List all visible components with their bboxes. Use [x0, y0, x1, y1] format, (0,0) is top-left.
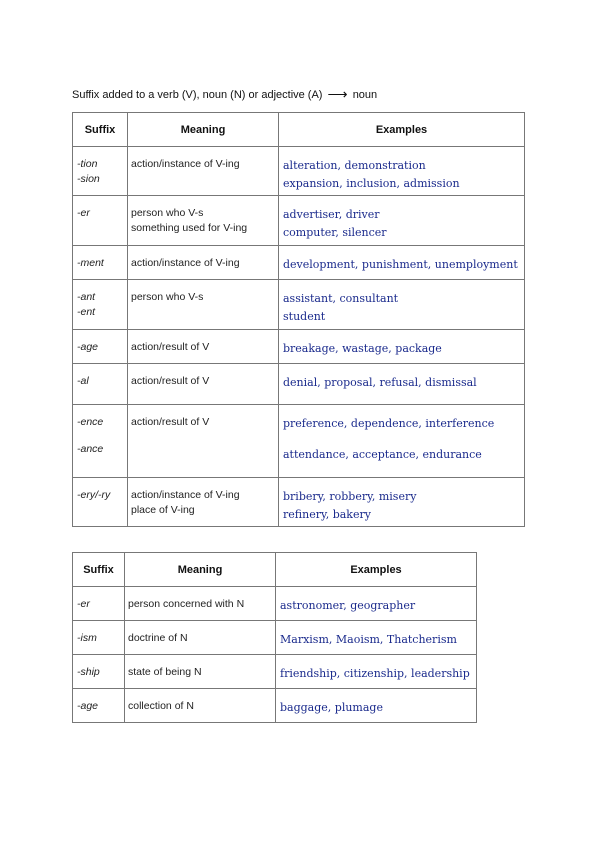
table-row	[73, 689, 477, 723]
examples-text: expansion, inclusion, admission	[283, 177, 460, 190]
meaning-cell	[128, 478, 279, 527]
meaning-text: action/instance of V-ing	[131, 257, 240, 269]
meaning-text: something used for V-ing	[131, 222, 248, 234]
suffix-text: -ent	[77, 306, 96, 318]
examples-cell	[276, 587, 477, 621]
table-row	[73, 655, 477, 689]
suffix-cell	[73, 689, 125, 723]
meaning-text: action/instance of V-ing	[131, 489, 240, 501]
examples-text: assistant, consultant	[283, 292, 399, 305]
verb-suffix-table	[72, 112, 525, 527]
meaning-cell	[128, 147, 279, 196]
suffix-text: -er	[77, 207, 90, 219]
document-heading	[72, 85, 377, 102]
examples-cell	[279, 246, 525, 280]
examples-text: student	[283, 310, 326, 323]
right-arrow-icon: ⟶	[327, 86, 348, 102]
suffix-text: -ence	[77, 416, 104, 428]
suffix-text: -sion	[77, 173, 100, 185]
table-row	[73, 330, 525, 364]
meaning-text: person who V-s	[131, 291, 204, 303]
noun-suffix-table	[72, 552, 477, 723]
suffix-text: -ship	[77, 666, 100, 678]
meaning-text: person concerned with N	[128, 598, 245, 610]
meaning-text: collection of N	[128, 700, 194, 712]
suffix-cell	[73, 196, 128, 246]
meaning-cell	[128, 364, 279, 405]
examples-cell	[279, 478, 525, 527]
meaning-text: doctrine of N	[128, 632, 188, 644]
examples-text: attendance, acceptance, endurance	[283, 448, 482, 461]
meaning-text: action/result of V	[131, 341, 210, 353]
header-suffix: Suffix	[73, 553, 125, 587]
suffix-text: -age	[77, 700, 99, 712]
suffix-cell	[73, 330, 128, 364]
suffix-cell	[73, 246, 128, 280]
table-row	[73, 364, 525, 405]
header-meaning: Meaning	[125, 553, 276, 587]
heading-tail: noun	[352, 89, 378, 101]
suffix-text: -age	[77, 341, 99, 353]
examples-text: refinery, bakery	[283, 508, 371, 521]
examples-text: alteration, demonstration	[283, 159, 426, 172]
table-row	[73, 587, 477, 621]
suffix-cell	[73, 147, 128, 196]
table-row	[73, 196, 525, 246]
table-row	[73, 246, 525, 280]
examples-text: breakage, wastage, package	[283, 342, 442, 355]
suffix-cell	[73, 587, 125, 621]
table-row	[73, 621, 477, 655]
suffix-text: -ance	[77, 443, 104, 455]
examples-cell	[279, 147, 525, 196]
examples-text: advertiser, driver	[283, 208, 380, 221]
meaning-text: action/instance of V-ing	[131, 158, 240, 170]
meaning-cell	[128, 196, 279, 246]
header-examples: Examples	[276, 553, 477, 587]
meaning-text: state of being N	[128, 666, 202, 678]
examples-text: preference, dependence, interference	[283, 417, 495, 430]
examples-text: denial, proposal, refusal, dismissal	[283, 376, 477, 389]
suffix-text: -tion	[77, 158, 98, 170]
meaning-cell	[125, 587, 276, 621]
examples-cell	[279, 196, 525, 246]
examples-text: Marxism, Maoism, Thatcherism	[280, 633, 457, 646]
suffix-text: -ism	[77, 632, 97, 644]
header-suffix: Suffix	[73, 113, 128, 147]
examples-text: computer, silencer	[283, 226, 387, 239]
table-row	[73, 280, 525, 330]
meaning-text: action/result of V	[131, 375, 210, 387]
meaning-cell	[125, 621, 276, 655]
examples-cell	[279, 364, 525, 405]
suffix-text: -ant	[77, 291, 96, 303]
meaning-cell	[125, 689, 276, 723]
examples-cell	[279, 280, 525, 330]
meaning-text: place of V-ing	[131, 504, 195, 516]
suffix-text: -al	[77, 375, 89, 387]
meaning-text: person who V-s	[131, 207, 204, 219]
suffix-cell	[73, 280, 128, 330]
heading-text: Suffix added to a verb (V), noun (N) or adjective (A)	[72, 89, 323, 101]
examples-text: friendship, citizenship, leadership	[280, 667, 470, 680]
examples-text: development, punishment, unemployment	[283, 258, 518, 271]
suffix-cell	[73, 364, 128, 405]
meaning-text: action/result of V	[131, 416, 210, 428]
examples-text: bribery, robbery, misery	[283, 490, 417, 503]
meaning-cell	[128, 280, 279, 330]
examples-cell	[279, 330, 525, 364]
meaning-cell	[125, 655, 276, 689]
table-row	[73, 478, 525, 527]
table-row	[73, 405, 525, 478]
suffix-cell	[73, 621, 125, 655]
examples-cell	[279, 405, 525, 478]
suffix-text: -er	[77, 598, 90, 610]
table-row	[73, 147, 525, 196]
suffix-text: -ment	[77, 257, 104, 269]
suffix-text: -ery/-ry	[77, 489, 111, 501]
examples-cell	[276, 655, 477, 689]
examples-cell	[276, 689, 477, 723]
examples-cell	[276, 621, 477, 655]
meaning-cell	[128, 405, 279, 478]
examples-text: astronomer, geographer	[280, 599, 416, 612]
header-meaning: Meaning	[128, 113, 279, 147]
meaning-cell	[128, 330, 279, 364]
suffix-cell	[73, 405, 128, 478]
suffix-cell	[73, 478, 128, 527]
examples-text: baggage, plumage	[280, 701, 383, 714]
meaning-cell	[128, 246, 279, 280]
suffix-cell	[73, 655, 125, 689]
header-examples: Examples	[279, 113, 525, 147]
